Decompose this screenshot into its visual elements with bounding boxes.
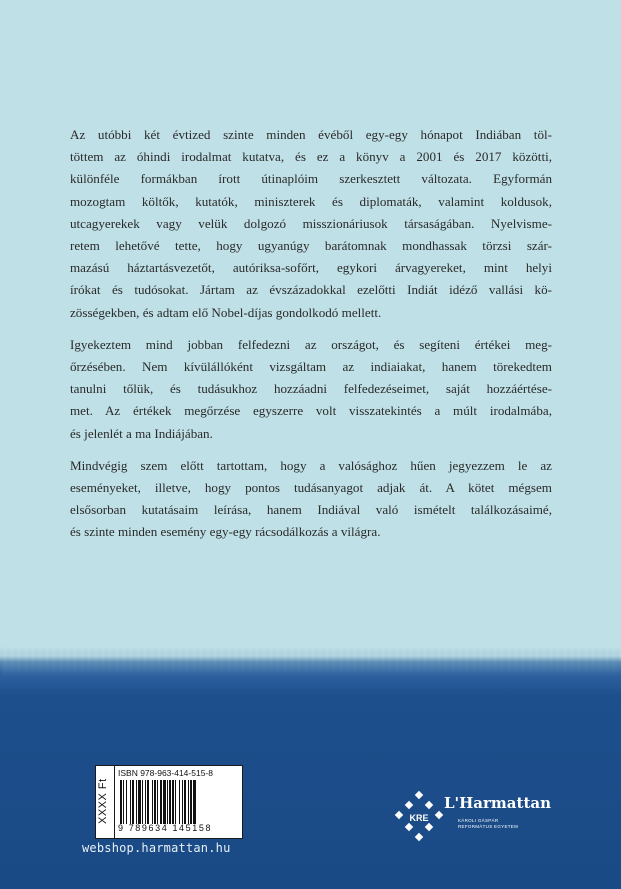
- barcode-bar: [147, 780, 149, 824]
- kre-letters: KRE: [409, 813, 429, 823]
- webshop-url: webshop.harmattan.hu: [82, 841, 231, 855]
- blurb-line: őrzésében. Nem kívülállóként vizsgáltam az indiaiakat, hanem törekedtem: [70, 359, 552, 375]
- barcode-bar: [120, 780, 122, 824]
- university-line-2: REFORMÁTUS EGYETEM: [458, 824, 519, 829]
- blurb-line: retem lehetővé tette, hogy ugyanúgy barátomnak mondhassak törzsi szár-: [70, 238, 552, 254]
- kre-diamond-icon: [392, 790, 448, 846]
- blurb-line: elsősorban kutatásaim leírása, hanem Indiával való ismételt találkozásaimé,: [70, 502, 552, 518]
- blurb-paragraph: [70, 455, 552, 544]
- barcode-bar: [193, 780, 196, 824]
- blurb-line: Az utóbbi két évtized szinte minden évéből egy-egy hónapot Indiában töl-: [70, 127, 552, 142]
- blurb-line: zösségekben, és adtam elő Nobel-díjas gondolkodó mellett.: [70, 304, 382, 320]
- publisher-logo: [392, 790, 552, 846]
- barcode-bar: [123, 780, 124, 824]
- brush-edge: [0, 650, 621, 674]
- barcode-bar: [163, 780, 166, 824]
- isbn-label: ISBN 978-963-414-515-8: [118, 768, 213, 778]
- blurb-line: met. Az értékek megőrzése egyszerre volt visszatekintés a múlt irodalmába,: [70, 403, 552, 419]
- barcode-bars: [120, 780, 238, 824]
- barcode-bar: [136, 780, 137, 824]
- barcode-bar: [182, 780, 183, 824]
- barcode-bar: [167, 780, 168, 824]
- blurb-paragraph: [70, 124, 552, 324]
- barcode-bar: [154, 780, 156, 824]
- barcode-bar: [188, 780, 189, 824]
- blurb-line: eseményeket, illetve, hogy pontos tudásanyagot adjak át. A kötet mégsem: [70, 480, 552, 496]
- barcode-bar: [132, 780, 134, 824]
- blurb-line: írókat és tudósokat. Jártam az évszázadokkal ezelőtti Indiát idéző vallási kö-: [70, 282, 552, 298]
- barcode-bar: [179, 780, 180, 824]
- blurb-line: mazású háztartásvezetőt, autóriksa-sofőrt, egykori árvagyereket, mint helyi: [70, 260, 552, 276]
- barcode-bar: [157, 780, 158, 824]
- back-cover-blurb: [70, 124, 552, 554]
- barcode-digits: 9 789634 145158: [118, 823, 213, 833]
- blurb-paragraph: [70, 334, 552, 445]
- price-label: XXXX Ft: [97, 778, 109, 824]
- blurb-line: Mindvégig szem előtt tartottam, hogy a valósághoz hűen jegyezzem le az: [70, 457, 552, 473]
- publisher-name: L'Harmattan: [444, 794, 552, 812]
- barcode-bar: [160, 780, 162, 824]
- blurb-line: és szinte minden esemény egy-egy rácsodálkozás a világra.: [70, 524, 381, 540]
- barcode-bar: [138, 780, 141, 824]
- price-strip: [96, 766, 115, 838]
- blurb-line: Igyekeztem mind jobban felfedezni az országot, és segíteni értékei meg-: [70, 336, 552, 352]
- barcode-bar: [184, 780, 186, 824]
- blurb-line: töttem az óhindi irodalmat kutatva, és ez a könyv a 2001 és 2017 közötti,: [70, 149, 552, 165]
- blurb-line: utcagyerekek vagy velük dolgozó misszionáriusok társaságában. Nyelvisme-: [70, 215, 552, 231]
- barcode-bar: [169, 780, 171, 824]
- blurb-line: mozogtam költők, kutatók, miniszterek és diplomaták, valamint koldusok,: [70, 193, 552, 209]
- barcode-bar: [145, 780, 146, 824]
- barcode-bar: [126, 780, 127, 824]
- blurb-line: tanulni tőlük, és tudásukhoz hozzáadni felfedezéseimet, saját hozzáértése-: [70, 381, 552, 397]
- barcode-box: [95, 765, 243, 839]
- blurb-line: különféle formákban írott útinaplóim szerkesztett változata. Egyformán: [70, 171, 552, 187]
- barcode-bar: [172, 780, 174, 824]
- barcode-bar: [175, 780, 176, 824]
- university-line-1: KÁROLI GÁSPÁR: [458, 818, 499, 823]
- barcode-bar: [142, 780, 143, 824]
- barcode-bar: [152, 780, 153, 824]
- barcode-bar: [130, 780, 131, 824]
- blurb-line: és jelenlét a ma Indiájában.: [70, 425, 213, 441]
- barcode-bar: [190, 780, 192, 824]
